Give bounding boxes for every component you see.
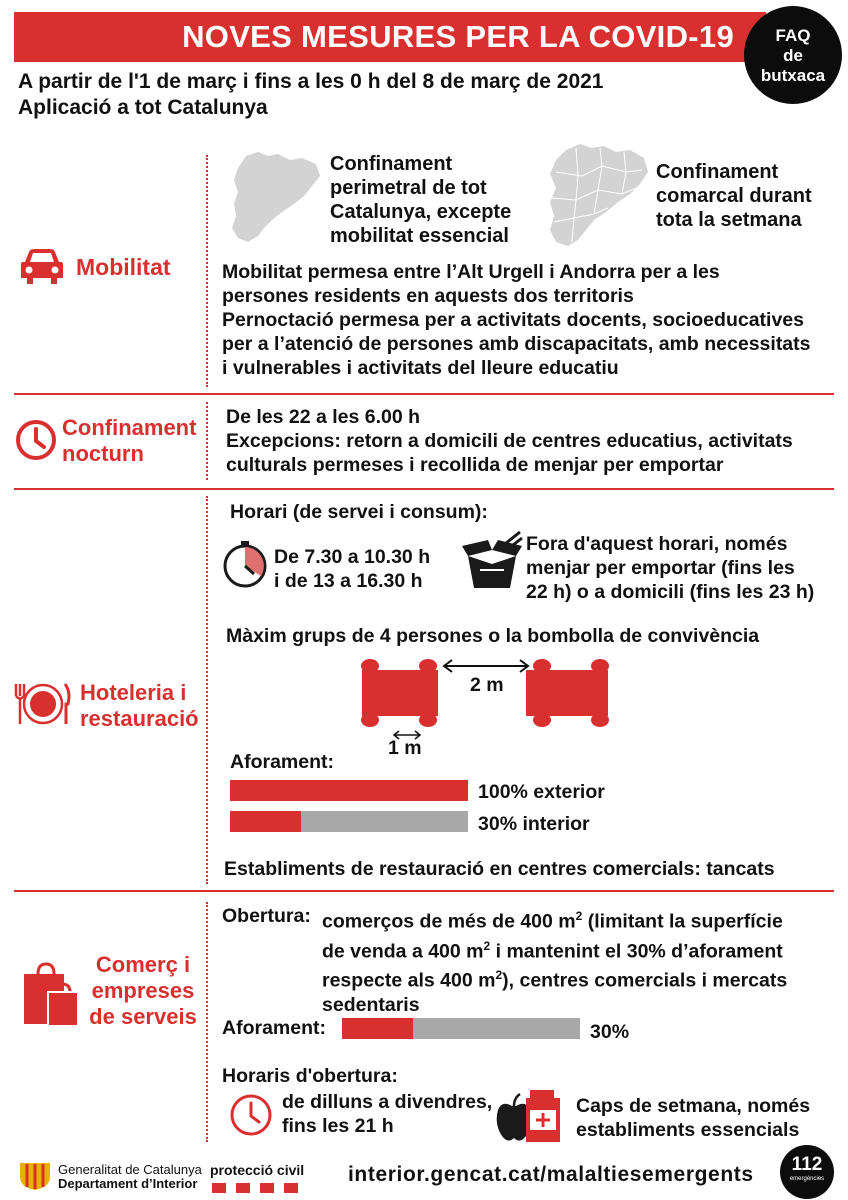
horari-title: Horari (de servei i consum): [230, 501, 488, 523]
section-separator [14, 393, 834, 395]
takeaway-line: menjar per emportar (fins les [526, 557, 795, 579]
weekday-line: de dilluns a divendres, [282, 1091, 493, 1113]
mobilitat-line: persones residents en aquests dos territoris [222, 285, 634, 307]
section-label-comerc [88, 952, 198, 1030]
nocturn-line: culturals permeses i recollida de menjar per emportar [226, 454, 724, 476]
weekend-line: Caps de setmana, només [576, 1095, 811, 1117]
section-label-nocturn [62, 415, 196, 467]
section-label-line: de serveis [89, 1004, 197, 1029]
essentials-icon [494, 1088, 570, 1149]
superscript: 2 [483, 938, 491, 953]
obertura-text: respecte als 400 m [322, 969, 496, 992]
section-divider [206, 496, 208, 884]
distance-chairs-label: 1 m [388, 737, 422, 759]
interior-capacity-label: 30% interior [478, 813, 590, 835]
obertura-line [322, 934, 787, 964]
interior-capacity-track [230, 811, 468, 832]
gov-line: Generalitat de Catalunya [58, 1162, 202, 1177]
takeaway-line: Fora d'aquest horari, només [526, 533, 788, 555]
generalitat-logo-icon [18, 1161, 52, 1196]
obertura-text: comerços de més de 400 m [322, 910, 576, 933]
horari-line: De 7.30 a 10.30 h [274, 546, 431, 568]
mobilitat-line: per a l’atenció de persones amb discapacitats, amb necessitats [222, 333, 811, 355]
nocturn-line: Excepcions: retorn a domicili de centres educatius, activitats [226, 430, 793, 452]
nocturn-line: De les 22 a les 6.00 h [226, 406, 421, 428]
exterior-capacity-track [230, 780, 468, 801]
map-note-line: mobilitat essencial [330, 225, 509, 247]
obertura-line [322, 963, 787, 993]
generalitat-text [58, 1163, 202, 1191]
faq-badge-line: de [783, 46, 803, 65]
timer-icon [220, 540, 270, 595]
faq-badge-line: FAQ [775, 26, 811, 45]
date-range: A partir de l'1 de març i fins a les 0 h del 8 de març de 2021 [18, 70, 604, 93]
car-icon [20, 248, 64, 291]
map-note-line: tota la setmana [656, 209, 802, 231]
map-note-line: Catalunya, excepte [330, 201, 512, 223]
emergency-112-badge [780, 1145, 834, 1199]
mobilitat-line: i vulnerables i activitats del lleure educatiu [222, 357, 619, 379]
comerc-aforament-label: Aforament: [222, 1017, 327, 1039]
takeaway-line: 22 h) o a domicili (fins les 23 h) [526, 581, 815, 603]
faq-badge [744, 6, 842, 104]
weekend-line: establiments essencials [576, 1119, 800, 1141]
map-note-line: perimetral de tot [330, 177, 487, 199]
obertura-text: sedentaris [322, 993, 420, 1016]
section-separator [14, 488, 834, 490]
exterior-capacity-fill [230, 780, 468, 801]
superscript: 2 [575, 909, 583, 923]
group-limit: Màxim grups de 4 persones o la bombolla de convivència [226, 625, 760, 647]
map-note-comarcal [656, 160, 812, 232]
section-label-hoteleria [80, 680, 199, 732]
weekend-note [576, 1094, 810, 1142]
section-label-line: Hoteleria i [80, 680, 187, 705]
section-divider [206, 155, 208, 387]
map-note-line: comarcal durant [656, 185, 812, 207]
map-note-line: Confinament [656, 161, 779, 183]
distance-tables-label: 2 m [470, 674, 504, 696]
scope: Aplicació a tot Catalunya [18, 96, 268, 119]
aforament-title: Aforament: [230, 751, 335, 773]
superscript: 2 [495, 968, 503, 982]
nocturn-details [226, 405, 793, 477]
obertura-text: de venda a 400 m [322, 940, 484, 962]
section-label-line: Comerç i [95, 952, 191, 977]
horaris-title: Horaris d'obertura: [222, 1065, 398, 1087]
proteccio-civil-logo: protecció civil [210, 1162, 305, 1178]
catalonia-map [224, 150, 324, 251]
horari-times [274, 545, 430, 593]
mobilitat-details [222, 260, 811, 380]
section-label-line: empreses [91, 978, 195, 1003]
comerc-capacity-fill [342, 1018, 413, 1039]
emergency-sub: emergències [789, 1176, 825, 1182]
footer-url[interactable]: interior.gencat.cat/malaltiesemergents [348, 1163, 754, 1186]
mobilitat-line: Pernoctació permesa per a activitats docents, socioeducatives [222, 309, 804, 331]
obertura-line [322, 993, 787, 1017]
obertura-label: Obertura: [222, 905, 311, 927]
section-divider [206, 402, 208, 480]
section-separator [14, 890, 834, 892]
obertura-text: ), centres comercials i mercats [502, 969, 788, 992]
clock-outline-icon [228, 1092, 274, 1143]
page-title: NOVES MESURES PER LA COVID-19 [182, 19, 734, 54]
obertura-details [322, 904, 787, 1017]
map-note-line: Confinament [330, 153, 453, 175]
section-label-mobilitat: Mobilitat [76, 254, 171, 280]
emergency-number: 112 [791, 1154, 823, 1175]
proteccio-civil-stripes-icon [212, 1180, 304, 1198]
section-label-line: nocturn [62, 441, 144, 466]
comerc-capacity-track [342, 1018, 580, 1039]
comarques-map [542, 142, 652, 255]
shopping-bags-icon [20, 962, 80, 1033]
section-divider [206, 902, 208, 1142]
section-label-line: Confinament [62, 415, 197, 440]
interior-capacity-fill [230, 811, 301, 832]
map-note-perimetral [330, 152, 511, 248]
mobilitat-line: Mobilitat permesa entre l’Alt Urgell i Andorra per a les [222, 261, 720, 283]
faq-badge-line: butxaca [760, 66, 826, 85]
obertura-text: (limitant la superfície [582, 910, 783, 933]
comerc-capacity-value: 30% [590, 1021, 630, 1043]
takeaway-box-icon [460, 530, 524, 599]
horari-line: i de 13 a 16.30 h [274, 570, 423, 592]
weekday-line: fins les 21 h [282, 1115, 394, 1137]
exterior-capacity-label: 100% exterior [478, 781, 605, 803]
centres-comercials-note: Establiments de restauració en centres comercials: tancats [224, 858, 775, 880]
obertura-line [322, 904, 787, 934]
takeaway-note [526, 532, 814, 604]
gov-line: Departament d’Interior [58, 1176, 198, 1191]
obertura-text: i mantenint el 30% d’aforament [490, 940, 783, 962]
section-label-line: restauració [80, 706, 199, 731]
clock-icon [14, 418, 58, 467]
weekday-hours [282, 1090, 492, 1138]
plate-cutlery-icon [12, 680, 72, 733]
